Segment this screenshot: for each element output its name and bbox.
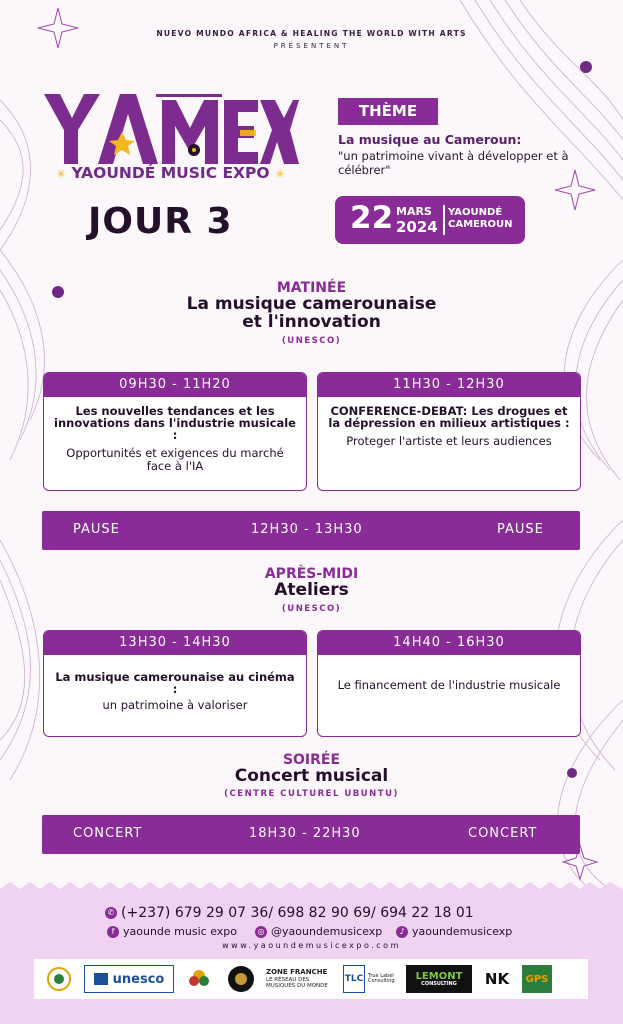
unesco-text: unesco xyxy=(112,971,165,987)
facebook-handle[interactable] xyxy=(107,925,237,938)
zone-franche-title: ZONE FRANCHE xyxy=(266,968,328,977)
contact-phones xyxy=(105,905,474,921)
date-city-line1: YAOUNDÉ xyxy=(448,207,503,218)
session-card xyxy=(43,372,307,491)
instagram-icon: ◎ xyxy=(255,926,267,938)
session-card xyxy=(317,630,581,737)
morning-section-header xyxy=(0,280,623,346)
afternoon-sub: (UNESCO) xyxy=(281,603,342,614)
date-city-line2: CAMEROUN xyxy=(448,219,513,230)
session-card xyxy=(43,630,307,737)
instagram-text: @yaoundemusicexp xyxy=(271,925,383,938)
yamex-logo xyxy=(38,68,303,188)
star-icon: ✳ xyxy=(274,167,286,181)
session-text: un patrimoine à valoriser xyxy=(102,698,248,713)
phone-numbers: (+237) 679 29 07 36/ 698 82 90 69/ 694 22 18 01 xyxy=(121,905,474,921)
ccm-logo xyxy=(40,965,78,993)
date-day: 22 xyxy=(350,200,394,236)
yamex-subtitle-text: YAOUNDÉ MUSIC EXPO xyxy=(71,164,270,182)
morning-sub: (UNESCO) xyxy=(281,335,342,346)
zone-franche-logo xyxy=(266,965,338,993)
concert-left: CONCERT xyxy=(73,826,143,841)
pause-right: PAUSE xyxy=(497,522,544,537)
tiktok-handle[interactable] xyxy=(396,925,512,938)
evening-section-header xyxy=(0,752,623,799)
zone-franche-sub: LE RÉSEAU DES MUSIQUES DU MONDE xyxy=(266,976,328,989)
gps-logo: GPS xyxy=(522,965,552,993)
session-text: Proteger l'artiste et leurs audiences xyxy=(346,434,552,449)
day-title: JOUR 3 xyxy=(88,201,233,242)
evening-label: SOIRÉE xyxy=(282,752,341,768)
session-title: Les nouvelles tendances et les innovations dans l'industrie musicale : xyxy=(54,404,296,443)
session-text: Le financement de l'industrie musicale xyxy=(337,678,561,692)
session-title: CONFERENCE-DEBAT: Les drogues et la dépression en milieux artistiques : xyxy=(328,404,570,431)
session-time: 13H30 - 14H30 xyxy=(44,631,306,655)
tiktok-text: yaoundemusicexp xyxy=(412,925,513,938)
facebook-icon: f xyxy=(107,926,119,938)
unesco-logo xyxy=(84,965,174,993)
website-link[interactable]: www.yaoundemusicexpo.com xyxy=(222,941,401,950)
pause-left: PAUSE xyxy=(73,522,120,537)
phone-icon: ✆ xyxy=(105,907,117,919)
concert-bar xyxy=(42,815,580,854)
theme-title: La musique au Cameroun: xyxy=(338,132,522,147)
true-label-logo: True Label Consulting xyxy=(368,972,395,984)
concert-time: 18H30 - 22H30 xyxy=(249,826,361,841)
theme-tag: THÈME xyxy=(338,98,438,125)
tlc-logo: TLC xyxy=(343,965,365,993)
session-title: La musique camerounaise au cinéma : xyxy=(55,670,295,697)
morning-title-line1: La musique camerounaise xyxy=(186,294,437,314)
tiktok-icon: ♪ xyxy=(396,926,408,938)
date-year: 2024 xyxy=(396,218,438,236)
date-month: MARS xyxy=(396,205,432,218)
session-time: 11H30 - 12H30 xyxy=(318,373,580,397)
lemont-sub: CONSULTING xyxy=(421,980,457,987)
pause-time: 12H30 - 13H30 xyxy=(251,522,363,537)
lemont-title: LEMONT xyxy=(415,970,463,982)
presenters-line: NUEVO MUNDO AFRICA & HEALING THE WORLD WITH ARTS xyxy=(156,29,467,38)
session-card xyxy=(317,372,581,491)
nk-logo: NK xyxy=(484,970,510,988)
sponsor-logos xyxy=(34,959,588,999)
morning-label: MATINÉE xyxy=(276,280,347,296)
concert-right: CONCERT xyxy=(468,826,538,841)
star-icon: ✳ xyxy=(55,167,67,181)
date-city xyxy=(448,207,513,231)
evening-sub: (CENTRE CULTUREL UBUNTU) xyxy=(224,788,399,799)
sponsor-round-logo xyxy=(226,965,256,993)
instagram-handle[interactable] xyxy=(255,925,382,938)
evening-title: Concert musical xyxy=(234,766,389,786)
afternoon-section-header xyxy=(0,566,623,614)
morning-title-line2: et l'innovation xyxy=(242,311,381,332)
lemont-logo xyxy=(406,965,472,993)
sponsor-flower-logo xyxy=(184,965,214,993)
pause-bar xyxy=(42,511,580,550)
date-divider xyxy=(443,205,445,235)
yamex-subtitle xyxy=(38,164,303,182)
footer-zigzag xyxy=(0,882,623,896)
session-time: 09H30 - 11H20 xyxy=(44,373,306,397)
session-time: 14H40 - 16H30 xyxy=(318,631,580,655)
session-text: Opportunités et exigences du marché face à l'IA xyxy=(66,446,284,474)
facebook-text: yaounde music expo xyxy=(123,925,237,938)
afternoon-label: APRÈS-MIDI xyxy=(264,566,359,582)
yamex-wordmark xyxy=(44,94,299,164)
presentent-line: PRÉSENTENT xyxy=(273,42,350,50)
afternoon-title: Ateliers xyxy=(274,580,349,600)
theme-quote: "un patrimoine vivant à développer et à célébrer" xyxy=(338,149,569,177)
date-badge xyxy=(335,196,525,244)
